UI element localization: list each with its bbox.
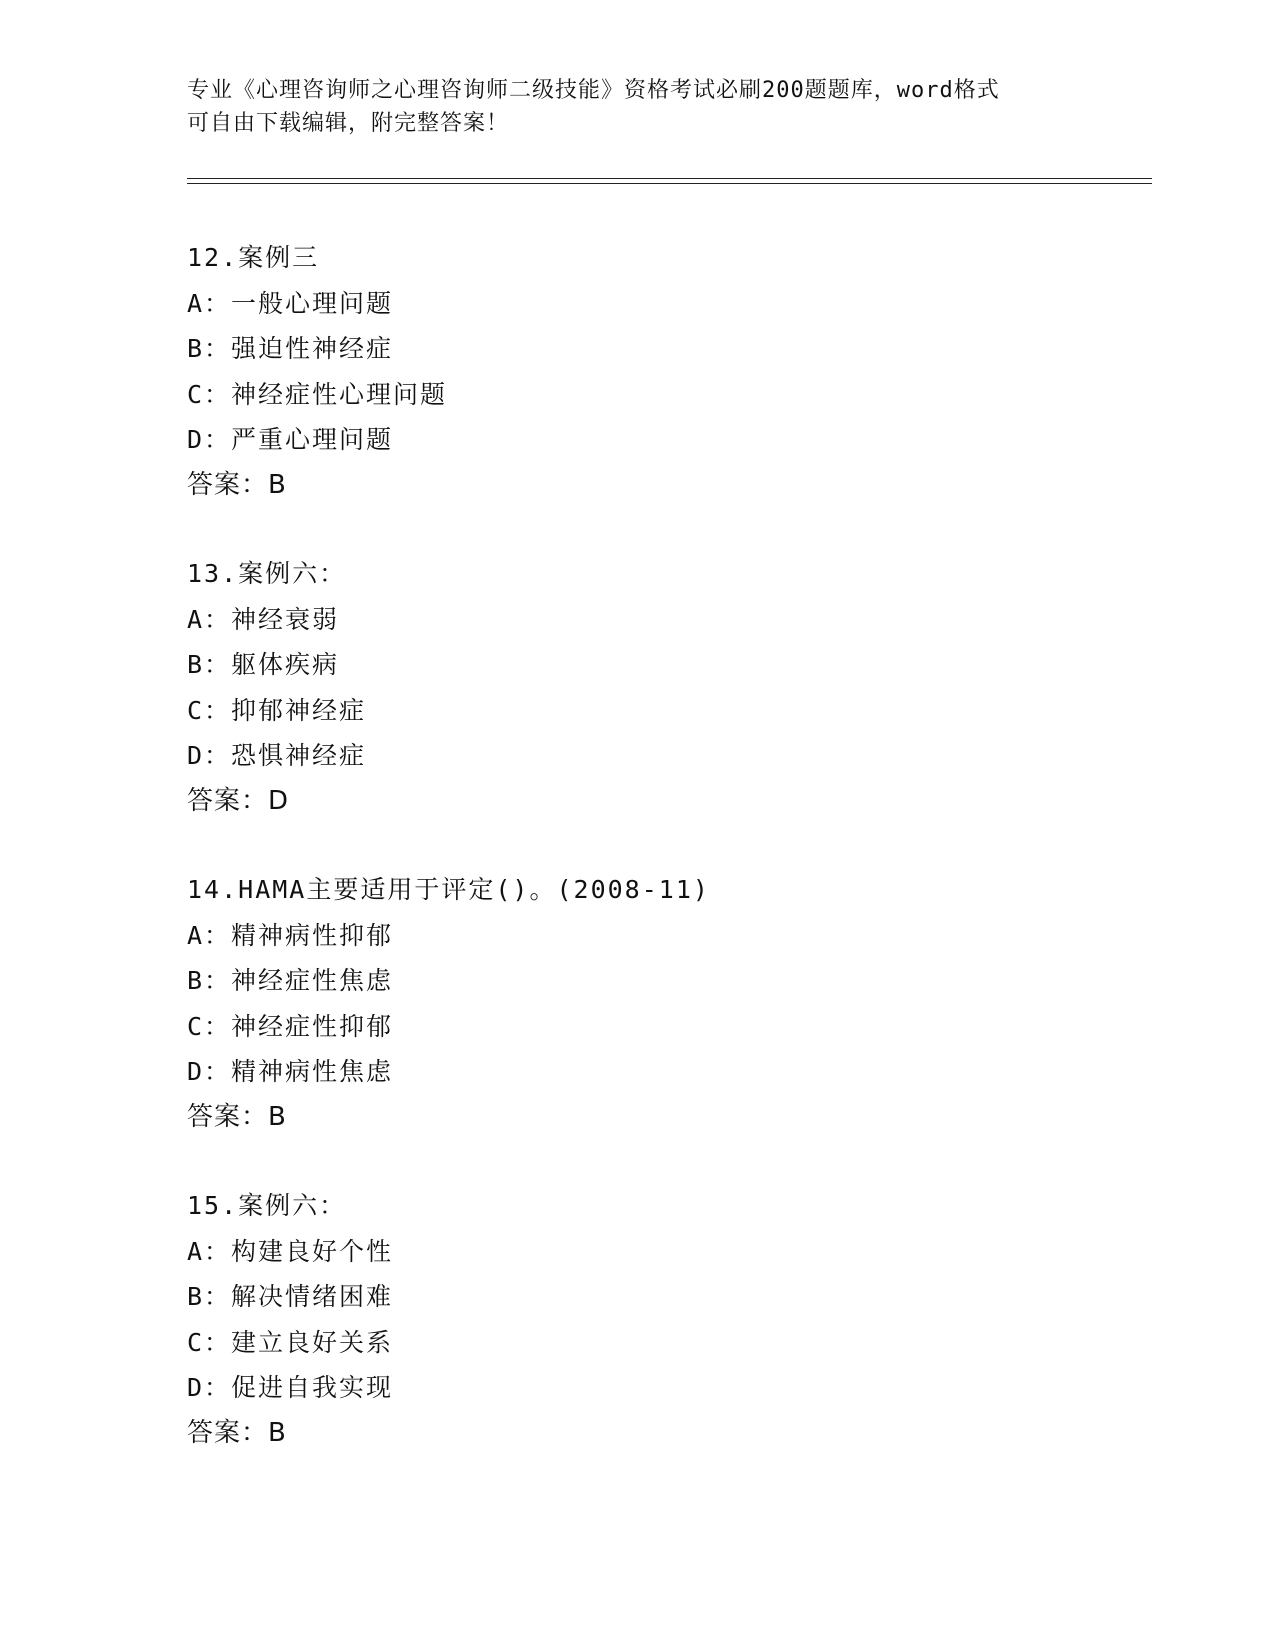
answer: 答案：B — [187, 1101, 287, 1132]
question-15 — [187, 1183, 1147, 1456]
option-c: C：神经症性心理问题 — [187, 379, 448, 409]
question-stem: 15.案例六： — [187, 1191, 347, 1220]
option-c: C：建立良好关系 — [187, 1327, 394, 1357]
header-divider-top — [187, 178, 1152, 179]
option-a: A：一般心理问题 — [187, 288, 394, 318]
option-d: D：促进自我实现 — [187, 1373, 394, 1402]
option-b: B：解决情绪困难 — [187, 1282, 394, 1311]
answer: 答案：B — [187, 1417, 287, 1448]
question-14 — [187, 867, 1147, 1140]
header-divider-bottom — [187, 183, 1152, 184]
question-stem: 14.HAMA主要适用于评定()。(2008-11) — [187, 875, 710, 904]
question-13 — [187, 551, 1147, 824]
option-b: B：强迫性神经症 — [187, 334, 394, 363]
option-c: C：抑郁神经症 — [187, 695, 367, 725]
answer: 答案：B — [187, 469, 287, 500]
option-d: D：严重心理问题 — [187, 425, 394, 454]
document-header — [187, 74, 1087, 140]
option-b: B：神经症性焦虑 — [187, 966, 394, 995]
option-a: A：神经衰弱 — [187, 604, 340, 634]
question-stem: 12.案例三 — [187, 243, 320, 272]
option-d: D：精神病性焦虑 — [187, 1057, 394, 1086]
option-c: C：神经症性抑郁 — [187, 1011, 394, 1041]
option-a: A：构建良好个性 — [187, 1236, 394, 1266]
header-line-2: 可自由下载编辑，附完整答案！ — [187, 111, 510, 136]
question-12 — [187, 235, 1147, 508]
option-b: B：躯体疾病 — [187, 650, 340, 679]
question-stem: 13.案例六： — [187, 559, 347, 588]
answer: 答案：D — [187, 785, 290, 816]
option-a: A：精神病性抑郁 — [187, 920, 394, 950]
option-d: D：恐惧神经症 — [187, 741, 367, 770]
header-line-1: 专业《心理咨询师之心理咨询师二级技能》资格考试必刷200题题库，word格式 — [187, 78, 1000, 103]
question-list — [187, 235, 1147, 1499]
